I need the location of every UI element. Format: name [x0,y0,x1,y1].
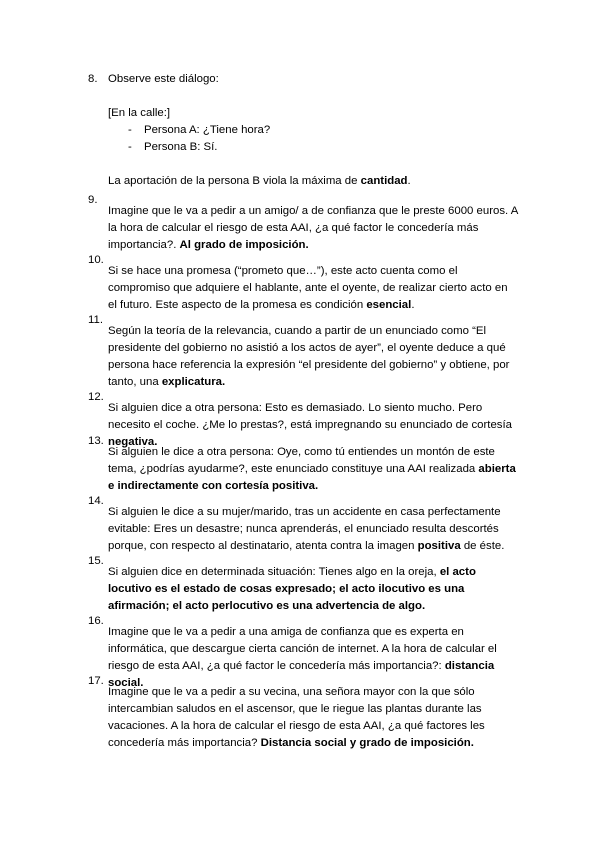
question-number: 17. [88,675,104,687]
question-number: 14. [88,495,104,507]
answer: distancia social. [108,660,495,690]
question-17 [88,673,518,764]
question-intro: Observe este diálogo: [108,73,219,85]
question-number: 8. [88,73,98,85]
question-number: 9. [88,194,98,206]
question-tail: . [411,299,415,312]
question-text: Imagine que le va a pedir a un amigo/ a de confianza que le preste 6000 euros. A la hora de calcular el riesgo de esta AAI, ¿a qué factor le concedería más importancia?. [108,205,518,252]
question-body [108,444,518,495]
dialog-line: - Persona A: ¿Tiene hora? [108,122,518,139]
question-body [108,323,518,391]
answer: cantidad [360,175,408,187]
question-text: Si alguien le dice a su mujer/marido, tras un accidente en casa perfectamente evitable: Eres un desastre; nunca aprenderás, el enunciado resulta descortés porque, con respecto al destinatario, atenta contra la imagen [108,506,501,553]
question-text: Imagine que le va a pedir a su vecina, una señora mayor con la que sólo intercambian saludos en el ascensor, que le riegue las plantas durante las vacaciones. A la hora de calcular el riesgo de esta AAI, ¿a qué factores les concedería más importancia? [108,686,485,750]
question-text: Imagine que le va a pedir a una amiga de confianza que es experta en informática, que descargue cierta canción de internet. A la hora de calcular el riesgo de esta AAI, ¿a qué factor le concedería más importancia?: [108,626,497,673]
dialog-list [108,122,518,156]
question-number: 15. [88,555,104,567]
dialog-line: - Persona B: Sí. [108,139,518,156]
question-body [108,684,518,752]
question-text: Según la teoría de la relevancia, cuando a partir de un enunciado como “El presidente del gobierno no asistió a los actos de ayer”, el oyente deduce a qué persona hace referencia la expresión “el presidente del gobierno” y obtiene, por tanto, una [108,325,510,389]
question-number: 10. [88,254,104,266]
question-text: Si alguien le dice a otra persona: Oye, como tú entiendes un montón de este tema, ¿podrías ayudarme?, este enunciado constituye una AAI realizada [108,446,495,476]
answer: explicatura. [161,376,226,389]
answer: Al grado de imposición. [179,239,309,252]
question-number: 12. [88,391,104,403]
question-text: Si alguien dice a otra persona: Esto es demasiado. Lo siento mucho. Pero necesito el coche. ¿Me lo prestas?, está impregnando su enunciado de cortesía [108,402,512,432]
question-tail: . [407,175,411,187]
question-tail: de éste. [460,540,505,553]
answer: Distancia social y grado de imposición. [260,737,474,750]
answer: esencial [366,299,412,312]
question-text: Si se hace una promesa (“prometo que…”), este acto cuenta como el compromiso que adquiere el hablante, ante el oyente, de realizar cierto acto en el futuro. Este aspecto de la promesa es condición [108,265,508,312]
question-statement [108,173,518,190]
answer: abierta e indirectamente con cortesía positiva. [108,463,516,493]
question-body [108,564,518,615]
question-body [108,203,518,254]
question-body [108,504,518,555]
question-number: 13. [88,435,104,447]
dialog-heading: [En la calle:] [108,107,171,119]
question-body [108,263,518,314]
answer: positiva [417,540,461,553]
answer: el acto locutivo es el estado de cosas expresado; el acto ilocutivo es una afirmación; el acto perlocutivo es una advertencia de algo. [108,566,476,613]
question-text: Si alguien dice en determinada situación: Tienes algo en la oreja, [108,566,440,579]
question-number: 16. [88,615,104,627]
question-number: 11. [88,314,103,326]
answer: negativa. [108,436,158,449]
question-8 [88,71,518,190]
question-text: La aportación de la persona B viola la máxima de [108,175,361,187]
